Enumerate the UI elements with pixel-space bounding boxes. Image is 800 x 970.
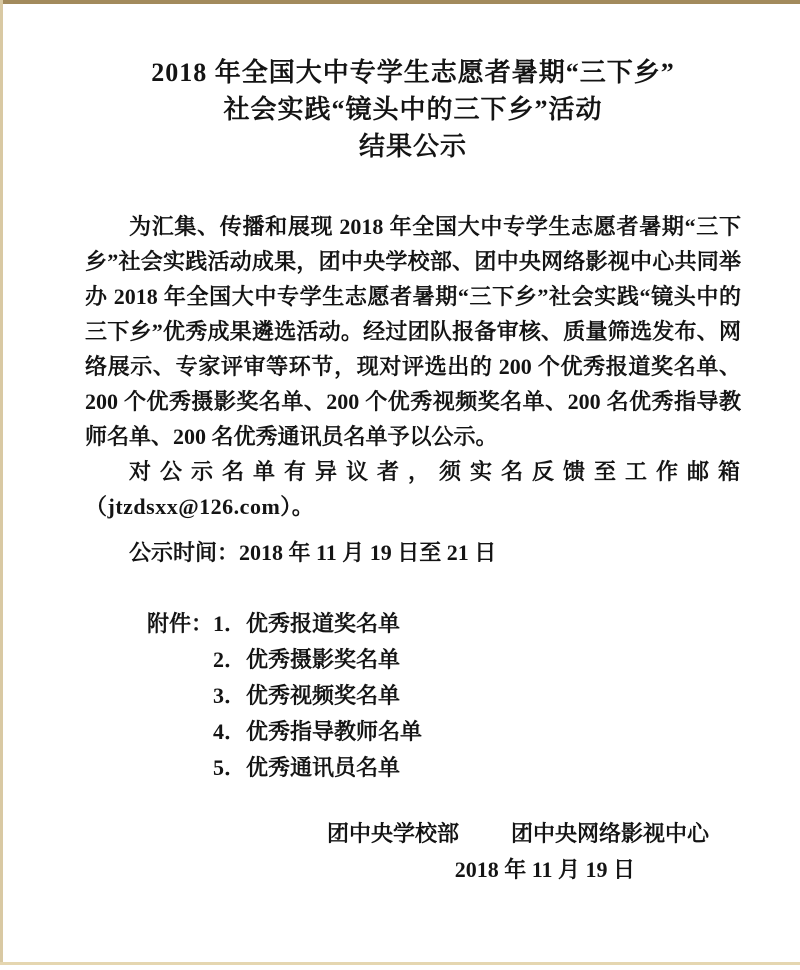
scan-edge-bottom (0, 962, 800, 965)
title-line-1: 2018 年全国大中专学生志愿者暑期“三下乡” (151, 58, 675, 87)
signature-org-1: 团中央学校部 (326, 821, 459, 846)
contact-email-line: （jtzdsxx@126.com）。 (85, 494, 315, 519)
attachment-item-3: 3．优秀视频奖名单 (213, 683, 401, 708)
title-line-3: 结果公示 (358, 132, 467, 161)
signature-date: 2018 年 11 月 19 日 (454, 857, 635, 882)
objection-paragraph: 对公示名单有异议者，须实名反馈至工作邮箱 (129, 459, 750, 484)
signature-org-2: 团中央网络影视中心 (510, 821, 709, 846)
main-paragraph: 为汇集、传播和展现 2018 年全国大中专学生志愿者暑期“三下乡”社会实践活动成果，团中央学校部、团中央网络影视中心共同举办 2018 年全国大中专学生志愿者暑期“三下乡”社会实践“镜头中的三下乡”优秀成果遴选活动。经过团队报备审核、质量筛选发布、网络展示、专家评审等环节，现对评选出的 200 个优秀报道奖名单、200 个优秀摄影奖名单、200 个优秀视频奖名单、200 名优秀指导教师名单、200 名优秀通讯员名单予以公示。 (85, 214, 741, 449)
attachments-block (147, 606, 741, 786)
publicity-period-line: 公示时间：2018 年 11 月 19 日至 21 日 (129, 540, 497, 565)
document-title (85, 54, 741, 165)
attachment-item-5: 5．优秀通讯员名单 (213, 755, 401, 780)
document-content (85, 0, 750, 888)
attachment-item-4: 4．优秀指导教师名单 (213, 719, 423, 744)
scan-edge-left (0, 0, 3, 965)
signature-organizations (85, 816, 741, 852)
attachments-label: 附件： (147, 611, 214, 636)
attachments-list (213, 606, 422, 786)
title-line-2: 社会实践“镜头中的三下乡”活动 (223, 95, 603, 124)
attachment-item-2: 2．优秀摄影奖名单 (213, 647, 401, 672)
attachment-item-1: 1．优秀报道奖名单 (213, 611, 401, 636)
